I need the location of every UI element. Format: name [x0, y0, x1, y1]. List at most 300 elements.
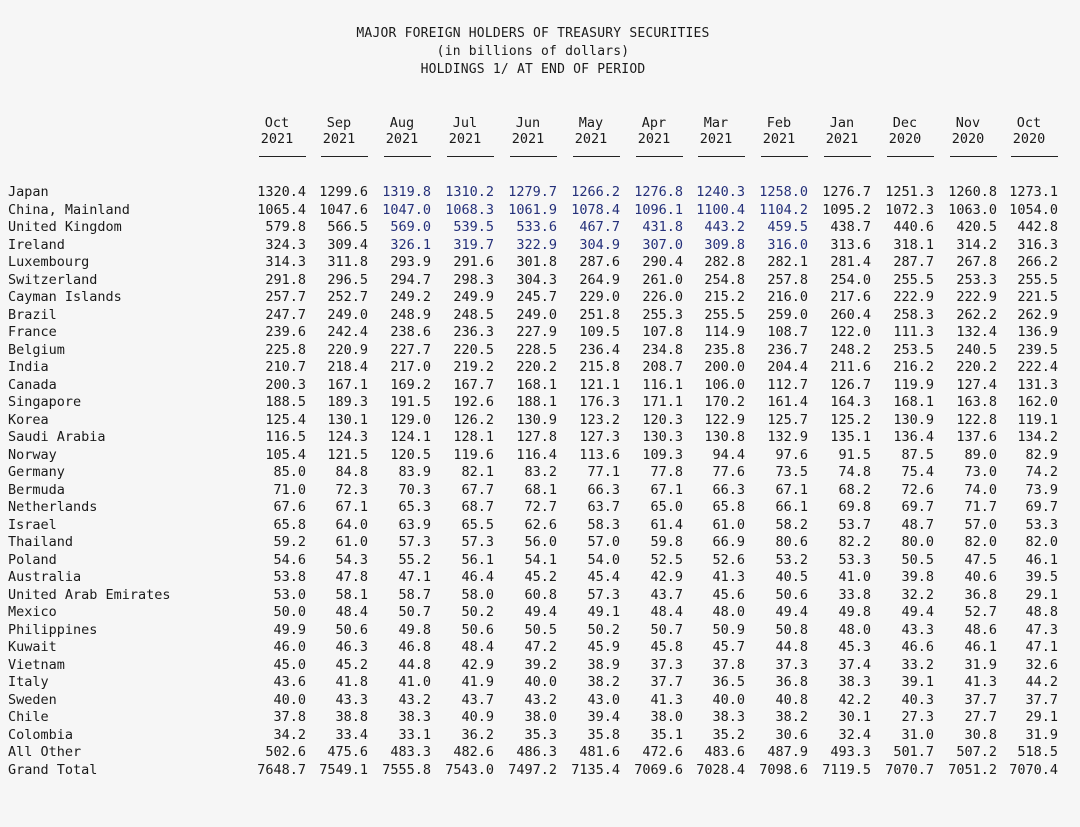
table-cell: 1299.6 [319, 184, 368, 200]
table-cell: 45.2 [524, 569, 557, 585]
table-cell: 127.3 [579, 429, 620, 445]
table-cell: 62.6 [524, 516, 557, 533]
table-cell: 258.3 [893, 306, 934, 323]
table-cell: 191.5 [390, 394, 431, 410]
table-cell: 60.8 [524, 586, 557, 603]
table-cell: 304.9 [579, 236, 620, 253]
table-cell: 42.9 [461, 656, 494, 673]
table-cell: 66.9 [712, 534, 745, 550]
table-cell: 29.1 [1025, 586, 1058, 603]
table-cell: 161.4 [767, 394, 808, 410]
table-cell: 1310.2 [445, 184, 494, 200]
table-cell: 226.0 [642, 289, 683, 305]
table-cell: 311.8 [327, 254, 368, 270]
table-cell: 119.9 [893, 376, 934, 393]
table-cell: 438.7 [830, 219, 871, 235]
table-cell: 84.8 [335, 464, 368, 480]
column-header-year: 2021 [574, 131, 608, 147]
table-cell: 313.6 [830, 236, 871, 253]
row-label-country: Canada [8, 376, 57, 393]
table-cell: 33.1 [398, 726, 431, 743]
table-cell: 131.3 [1017, 376, 1058, 393]
table-cell: 7098.6 [759, 761, 808, 778]
table-cell: 68.7 [461, 499, 494, 515]
column-header-year: 2020 [951, 131, 985, 147]
table-cell: 50.6 [775, 586, 808, 603]
table-cell: 219.2 [453, 359, 494, 375]
row-label-country: Mexico [8, 604, 57, 620]
column-header-underline [1011, 156, 1058, 157]
table-cell: 162.0 [1017, 394, 1058, 410]
column-header-year: 2021 [260, 131, 294, 147]
table-cell: 7070.4 [1009, 761, 1058, 778]
table-cell: 35.1 [650, 726, 683, 743]
row-label-country: Norway [8, 446, 57, 463]
table-cell: 37.7 [1025, 691, 1058, 708]
table-cell: 130.1 [327, 411, 368, 428]
row-label-country: Singapore [8, 394, 82, 410]
table-cell: 7119.5 [822, 761, 871, 778]
column-header-month: Oct [264, 115, 290, 131]
table-cell: 1258.0 [759, 184, 808, 200]
table-cell: 290.4 [642, 254, 683, 270]
table-cell: 259.0 [767, 306, 808, 323]
table-cell: 229.0 [579, 289, 620, 305]
table-cell: 210.7 [265, 359, 306, 375]
column-header-month: Sep [326, 115, 352, 131]
table-cell: 47.1 [1025, 639, 1058, 655]
table-cell: 127.8 [516, 429, 557, 445]
table-cell: 32.6 [1025, 656, 1058, 673]
table-cell: 431.8 [642, 219, 683, 235]
column-header-year: 2021 [637, 131, 671, 147]
table-cell: 94.4 [712, 446, 745, 463]
table-cell: 42.9 [650, 569, 683, 585]
column-header-year: 2021 [762, 131, 796, 147]
column-header-underline [950, 156, 997, 157]
table-cell: 55.2 [398, 551, 431, 568]
table-cell: 64.0 [335, 516, 368, 533]
table-cell: 493.3 [830, 744, 871, 760]
table-cell: 1065.4 [257, 201, 306, 218]
table-cell: 287.6 [579, 254, 620, 270]
table-cell: 122.9 [704, 411, 745, 428]
table-cell: 58.0 [461, 586, 494, 603]
table-cell: 35.3 [524, 726, 557, 743]
table-cell: 40.6 [964, 569, 997, 585]
table-cell: 7051.2 [948, 761, 997, 778]
table-cell: 43.3 [335, 691, 368, 708]
table-cell: 52.7 [964, 604, 997, 620]
table-cell: 45.4 [587, 569, 620, 585]
table-cell: 65.8 [712, 499, 745, 515]
table-cell: 7135.4 [571, 761, 620, 778]
table-cell: 56.1 [461, 551, 494, 568]
table-cell: 248.5 [453, 306, 494, 323]
table-cell: 253.5 [893, 341, 934, 358]
table-cell: 1104.2 [759, 201, 808, 218]
table-cell: 37.7 [650, 674, 683, 690]
table-cell: 37.8 [273, 709, 306, 725]
table-cell: 487.9 [767, 744, 808, 760]
table-cell: 475.6 [327, 744, 368, 760]
table-cell: 314.2 [956, 236, 997, 253]
table-cell: 579.8 [265, 219, 306, 235]
table-cell: 7549.1 [319, 761, 368, 778]
table-cell: 58.2 [775, 516, 808, 533]
table-cell: 57.3 [398, 534, 431, 550]
table-cell: 318.1 [893, 236, 934, 253]
row-label-country: Thailand [8, 534, 74, 550]
table-cell: 35.8 [587, 726, 620, 743]
table-cell: 1068.3 [445, 201, 494, 218]
table-cell: 204.4 [767, 359, 808, 375]
table-cell: 49.4 [775, 604, 808, 620]
table-cell: 239.5 [1017, 341, 1058, 358]
table-cell: 48.0 [838, 621, 871, 638]
table-cell: 41.3 [712, 569, 745, 585]
table-cell: 52.6 [712, 551, 745, 568]
table-cell: 53.7 [838, 516, 871, 533]
table-cell: 7069.6 [634, 761, 683, 778]
table-cell: 50.2 [587, 621, 620, 638]
table-cell: 45.9 [587, 639, 620, 655]
table-cell: 48.6 [964, 621, 997, 638]
table-cell: 50.5 [901, 551, 934, 568]
table-cell: 41.8 [335, 674, 368, 690]
table-cell: 266.2 [1017, 254, 1058, 270]
table-cell: 200.3 [265, 376, 306, 393]
table-cell: 282.1 [767, 254, 808, 270]
table-cell: 1251.3 [885, 184, 934, 200]
table-cell: 245.7 [516, 289, 557, 305]
table-cell: 1240.3 [696, 184, 745, 200]
table-cell: 167.7 [453, 376, 494, 393]
column-header-year: 2021 [511, 131, 545, 147]
row-label-country: Israel [8, 516, 57, 533]
table-cell: 518.5 [1017, 744, 1058, 760]
table-cell: 167.1 [327, 376, 368, 393]
table-cell: 1054.0 [1009, 201, 1058, 218]
table-cell: 109.3 [642, 446, 683, 463]
table-cell: 569.0 [390, 219, 431, 235]
table-cell: 1047.6 [319, 201, 368, 218]
row-label-country: All Other [8, 744, 82, 760]
table-cell: 132.4 [956, 324, 997, 340]
table-cell: 7497.2 [508, 761, 557, 778]
column-header-underline [259, 156, 306, 157]
row-label-country: Brazil [8, 306, 57, 323]
table-cell: 126.2 [453, 411, 494, 428]
table-cell: 72.3 [335, 481, 368, 498]
table-cell: 116.5 [265, 429, 306, 445]
table-cell: 45.6 [712, 586, 745, 603]
table-cell: 39.1 [901, 674, 934, 690]
column-header-year: 2021 [699, 131, 733, 147]
table-cell: 257.8 [767, 271, 808, 288]
table-cell: 33.2 [901, 656, 934, 673]
table-cell: 80.6 [775, 534, 808, 550]
table-cell: 47.8 [335, 569, 368, 585]
column-header-underline [384, 156, 431, 157]
table-cell: 125.4 [265, 411, 306, 428]
table-cell: 46.6 [901, 639, 934, 655]
table-cell: 188.5 [265, 394, 306, 410]
table-cell: 316.3 [1017, 236, 1058, 253]
table-cell: 566.5 [327, 219, 368, 235]
table-cell: 539.5 [453, 219, 494, 235]
table-cell: 48.7 [901, 516, 934, 533]
table-cell: 57.3 [461, 534, 494, 550]
table-cell: 46.1 [964, 639, 997, 655]
table-cell: 126.7 [830, 376, 871, 393]
table-cell: 50.5 [524, 621, 557, 638]
table-cell: 124.3 [327, 429, 368, 445]
table-cell: 36.8 [775, 674, 808, 690]
table-cell: 37.8 [712, 656, 745, 673]
table-cell: 37.4 [838, 656, 871, 673]
table-cell: 72.7 [524, 499, 557, 515]
table-cell: 75.4 [901, 464, 934, 480]
column-header-month: Apr [641, 115, 667, 131]
table-cell: 33.4 [335, 726, 368, 743]
row-label-country: Belgium [8, 341, 65, 358]
table-cell: 120.3 [642, 411, 683, 428]
table-cell: 1276.7 [822, 184, 871, 200]
table-cell: 239.6 [265, 324, 306, 340]
table-cell: 68.2 [838, 481, 871, 498]
table-cell: 50.0 [273, 604, 306, 620]
table-cell: 220.2 [956, 359, 997, 375]
table-cell: 49.1 [587, 604, 620, 620]
row-label-country: Cayman Islands [8, 289, 122, 305]
table-cell: 65.5 [461, 516, 494, 533]
table-cell: 38.2 [775, 709, 808, 725]
row-label-country: Grand Total [8, 761, 98, 778]
column-header-underline [887, 156, 934, 157]
table-cell: 459.5 [767, 219, 808, 235]
table-cell: 37.7 [964, 691, 997, 708]
table-cell: 58.3 [587, 516, 620, 533]
table-cell: 50.7 [398, 604, 431, 620]
table-cell: 53.3 [838, 551, 871, 568]
column-header-year: 2021 [448, 131, 482, 147]
table-cell: 222.9 [956, 289, 997, 305]
table-cell: 254.8 [704, 271, 745, 288]
table-cell: 238.6 [390, 324, 431, 340]
row-label-country: Kuwait [8, 639, 57, 655]
table-cell: 129.0 [390, 411, 431, 428]
table-cell: 130.9 [516, 411, 557, 428]
table-cell: 1279.7 [508, 184, 557, 200]
table-cell: 41.3 [964, 674, 997, 690]
row-label-country: China, Mainland [8, 201, 130, 218]
table-cell: 507.2 [956, 744, 997, 760]
table-cell: 112.7 [767, 376, 808, 393]
row-label-country: Poland [8, 551, 57, 568]
table-cell: 136.9 [1017, 324, 1058, 340]
table-cell: 501.7 [893, 744, 934, 760]
table-cell: 48.4 [461, 639, 494, 655]
table-cell: 486.3 [516, 744, 557, 760]
table-cell: 132.9 [767, 429, 808, 445]
table-cell: 1276.8 [634, 184, 683, 200]
table-cell: 53.3 [1025, 516, 1058, 533]
table-cell: 120.5 [390, 446, 431, 463]
table-cell: 255.5 [893, 271, 934, 288]
table-cell: 171.1 [642, 394, 683, 410]
table-cell: 261.0 [642, 271, 683, 288]
table-cell: 69.8 [838, 499, 871, 515]
table-cell: 116.1 [642, 376, 683, 393]
table-cell: 40.8 [775, 691, 808, 708]
table-cell: 53.0 [273, 586, 306, 603]
table-cell: 188.1 [516, 394, 557, 410]
table-cell: 91.5 [838, 446, 871, 463]
table-cell: 235.8 [704, 341, 745, 358]
table-cell: 107.8 [642, 324, 683, 340]
table-cell: 46.8 [398, 639, 431, 655]
table-cell: 281.4 [830, 254, 871, 270]
row-label-country: United Arab Emirates [8, 586, 171, 603]
table-cell: 1095.2 [822, 201, 871, 218]
table-cell: 298.3 [453, 271, 494, 288]
table-cell: 119.6 [453, 446, 494, 463]
table-cell: 122.0 [830, 324, 871, 340]
table-cell: 216.2 [893, 359, 934, 375]
table-cell: 69.7 [1025, 499, 1058, 515]
table-cell: 316.0 [767, 236, 808, 253]
table-cell: 49.9 [273, 621, 306, 638]
table-cell: 50.9 [712, 621, 745, 638]
table-cell: 307.0 [642, 236, 683, 253]
table-cell: 38.2 [587, 674, 620, 690]
table-cell: 58.1 [335, 586, 368, 603]
table-cell: 45.3 [838, 639, 871, 655]
table-cell: 54.6 [273, 551, 306, 568]
table-cell: 108.7 [767, 324, 808, 340]
table-cell: 227.9 [516, 324, 557, 340]
table-cell: 502.6 [265, 744, 306, 760]
table-cell: 38.9 [587, 656, 620, 673]
row-label-country: Korea [8, 411, 49, 428]
table-cell: 50.2 [461, 604, 494, 620]
table-cell: 326.1 [390, 236, 431, 253]
table-cell: 443.2 [704, 219, 745, 235]
table-cell: 47.1 [398, 569, 431, 585]
column-header-underline [761, 156, 808, 157]
table-cell: 80.0 [901, 534, 934, 550]
table-cell: 483.3 [390, 744, 431, 760]
column-header-month: Nov [955, 115, 981, 131]
column-header-month: May [578, 115, 604, 131]
column-header-underline [824, 156, 871, 157]
table-cell: 109.5 [579, 324, 620, 340]
table-cell: 45.8 [650, 639, 683, 655]
table-cell: 54.1 [524, 551, 557, 568]
table-cell: 47.5 [964, 551, 997, 568]
column-header-month: Jul [452, 115, 478, 131]
table-cell: 111.3 [893, 324, 934, 340]
table-cell: 248.2 [830, 341, 871, 358]
table-cell: 72.6 [901, 481, 934, 498]
table-cell: 50.7 [650, 621, 683, 638]
table-cell: 50.6 [461, 621, 494, 638]
table-cell: 40.0 [273, 691, 306, 708]
table-cell: 38.3 [838, 674, 871, 690]
title-line-2: (in billions of dollars) [436, 44, 630, 59]
table-cell: 242.4 [327, 324, 368, 340]
table-cell: 130.8 [704, 429, 745, 445]
column-header-underline [510, 156, 557, 157]
table-cell: 61.4 [650, 516, 683, 533]
table-cell: 1319.8 [382, 184, 431, 200]
table-cell: 472.6 [642, 744, 683, 760]
row-label-country: Ireland [8, 236, 65, 253]
table-cell: 260.4 [830, 306, 871, 323]
row-label-country: Switzerland [8, 271, 98, 288]
table-cell: 7648.7 [257, 761, 306, 778]
table-cell: 40.0 [712, 691, 745, 708]
table-cell: 1096.1 [634, 201, 683, 218]
table-cell: 222.9 [893, 289, 934, 305]
table-cell: 66.3 [587, 481, 620, 498]
table-cell: 220.9 [327, 341, 368, 358]
table-cell: 71.0 [273, 481, 306, 498]
table-cell: 43.7 [461, 691, 494, 708]
table-cell: 134.2 [1017, 429, 1058, 445]
row-label-country: Vietnam [8, 656, 65, 673]
table-cell: 44.2 [1025, 674, 1058, 690]
table-cell: 257.7 [265, 289, 306, 305]
table-cell: 106.0 [704, 376, 745, 393]
table-cell: 1320.4 [257, 184, 306, 200]
row-label-country: Sweden [8, 691, 57, 708]
table-cell: 59.2 [273, 534, 306, 550]
table-cell: 97.6 [775, 446, 808, 463]
column-header-underline [321, 156, 368, 157]
table-cell: 77.1 [587, 464, 620, 480]
table-cell: 215.2 [704, 289, 745, 305]
column-header-underline [636, 156, 683, 157]
table-cell: 192.6 [453, 394, 494, 410]
table-cell: 170.2 [704, 394, 745, 410]
table-cell: 291.8 [265, 271, 306, 288]
table-cell: 47.3 [1025, 621, 1058, 638]
title-line-3: HOLDINGS 1/ AT END OF PERIOD [420, 62, 646, 77]
table-cell: 481.6 [579, 744, 620, 760]
table-cell: 483.6 [704, 744, 745, 760]
table-cell: 304.3 [516, 271, 557, 288]
table-cell: 46.1 [1025, 551, 1058, 568]
table-cell: 30.1 [838, 709, 871, 725]
table-cell: 1273.1 [1009, 184, 1058, 200]
table-cell: 236.4 [579, 341, 620, 358]
table-cell: 119.1 [1017, 411, 1058, 428]
table-cell: 65.0 [650, 499, 683, 515]
table-cell: 71.7 [964, 499, 997, 515]
table-cell: 208.7 [642, 359, 683, 375]
table-cell: 45.7 [712, 639, 745, 655]
table-cell: 43.0 [587, 691, 620, 708]
table-cell: 249.2 [390, 289, 431, 305]
column-header-underline [447, 156, 494, 157]
table-cell: 38.3 [398, 709, 431, 725]
table-cell: 68.1 [524, 481, 557, 498]
table-cell: 31.0 [901, 726, 934, 743]
table-cell: 130.9 [893, 411, 934, 428]
table-cell: 168.1 [893, 394, 934, 410]
